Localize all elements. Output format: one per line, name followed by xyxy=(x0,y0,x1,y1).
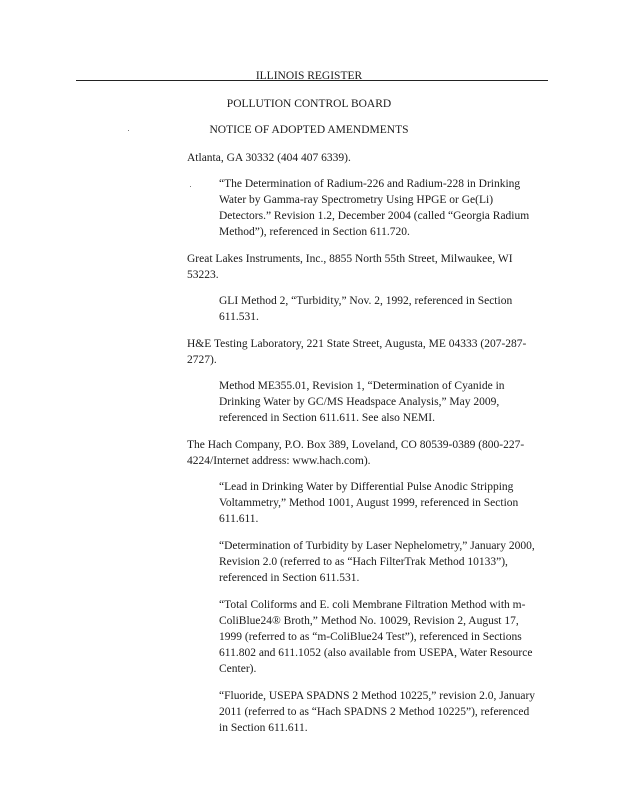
reference-entry: GLI Method 2, “Turbidity,” Nov. 2, 1992, referenced in Section 611.531. xyxy=(219,295,513,323)
register-title: ILLINOIS REGISTER xyxy=(255,70,363,82)
reference-entry: “Total Coliforms and E. coli Membrane Filtration Method with m-ColiBlue24® Broth,” Method No. 10029, Revision 2, August 17, 1999 (referred to as “m-ColiBlue24 Test”), referenced in Sections 611.802 and 611.1052 (also available from USEPA, Water Resource Center). xyxy=(219,599,533,675)
reference-entry: Method ME355.01, Revision 1, “Determination of Cyanide in Drinking Water by GC/MS Headspace Analysis,” May 2009, referenced in Section 611.611. See also NEMI. xyxy=(219,380,505,424)
board-title: POLLUTION CONTROL BOARD xyxy=(226,98,392,110)
notice-title: NOTICE OF ADOPTED AMENDMENTS xyxy=(209,124,409,136)
header-rule xyxy=(76,80,548,81)
scan-speck xyxy=(128,130,129,131)
reference-entry: “Lead in Drinking Water by Differential Pulse Anodic Stripping Voltammetry,” Method 1001, August 1999, referenced in Section 611.611. xyxy=(219,481,519,525)
org-entry: Atlanta, GA 30332 (404 407 6339). xyxy=(187,152,351,164)
org-entry: The Hach Company, P.O. Box 389, Loveland, CO 80539-0389 (800-227-4224/Internet address: www.hach.com). xyxy=(187,439,525,467)
org-entry: Great Lakes Instruments, Inc., 8855 North 55th Street, Milwaukee, WI 53223. xyxy=(187,253,513,281)
reference-entry: “The Determination of Radium-226 and Radium-228 in Drinking Water by Gamma-ray Spectrometry Using HPGE or Ge(Li) Detectors.” Revision 1.2, December 2004 (called “Georgia Radium Method”), referenced in Section 611.720. xyxy=(219,178,530,238)
reference-entry: “Determination of Turbidity by Laser Nephelometry,” January 2000, Revision 2.0 (referred to as “Hach FilterTrak Method 10133”), referenced in Section 611.531. xyxy=(219,540,535,584)
references-list xyxy=(187,150,547,747)
reference-entry: “Fluoride, USEPA SPADNS 2 Method 10225,” revision 2.0, January 2011 (referred to as “Hach SPADNS 2 Method 10225”), referenced in Section 611.611. xyxy=(219,690,536,734)
org-entry: H&E Testing Laboratory, 221 State Street, Augusta, ME 04333 (207-287-2727). xyxy=(187,338,527,366)
